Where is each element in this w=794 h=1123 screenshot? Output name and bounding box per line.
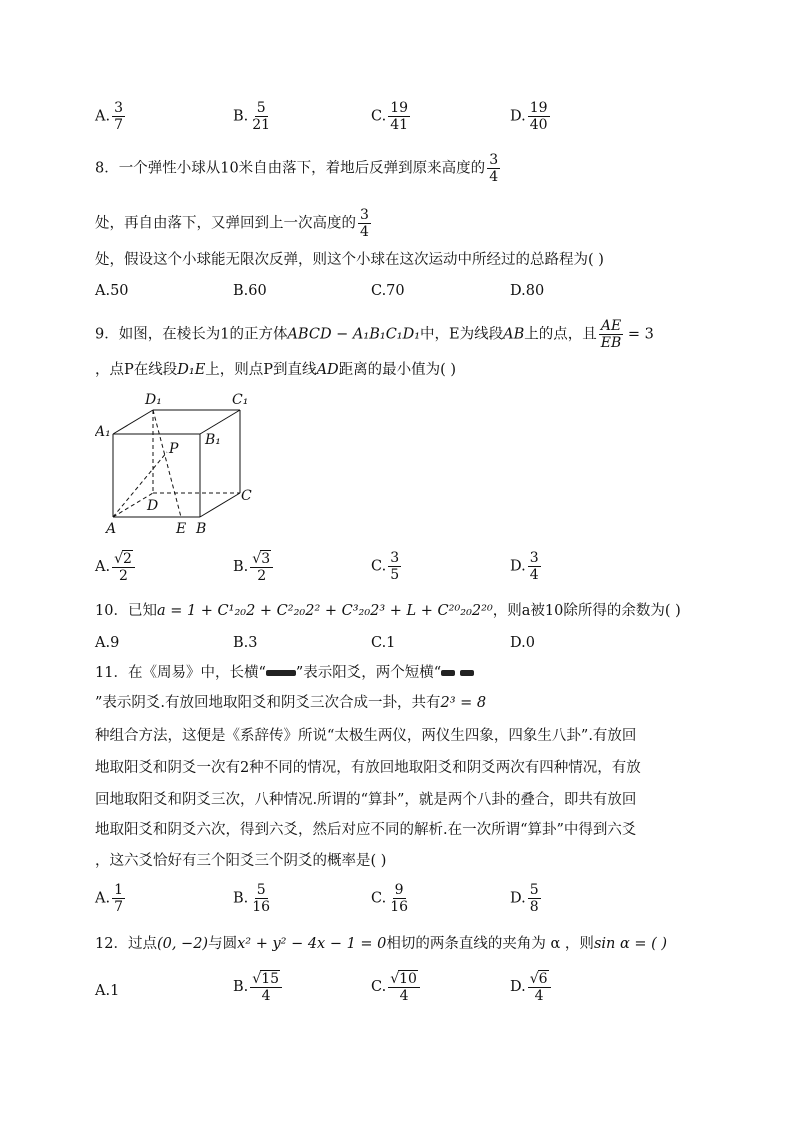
fraction (528, 882, 541, 915)
q11-option-c (371, 882, 410, 915)
option-letter: D. (510, 979, 526, 995)
option-letter: B. (233, 890, 249, 907)
label-b1: B₁ (205, 432, 221, 448)
label-a: A (106, 521, 117, 537)
denominator: 41 (390, 117, 409, 133)
option-letter: B. (233, 559, 249, 575)
q9-option-c (371, 550, 401, 583)
option-letter: A. (95, 559, 111, 575)
q7-option-d (510, 100, 550, 133)
fraction (388, 550, 401, 583)
q10-option-d: D.0 (510, 635, 535, 651)
q11-line-5: 回地取阳爻和阴爻三次，八种情况.所谓的“算卦”，就是两个八卦的叠合，即共有放回 (95, 792, 637, 808)
denominator: 8 (529, 899, 539, 915)
q9-line-1 (95, 318, 654, 351)
q8-option-b: B.60 (233, 283, 267, 299)
q12-line (95, 934, 667, 954)
q10-option-a: A.9 (95, 635, 120, 651)
denominator: 4 (261, 988, 271, 1004)
q11-text: 11．在《周易》中，长横“ (95, 665, 266, 681)
denominator: 21 (252, 117, 271, 133)
denominator: 7 (114, 117, 124, 133)
edge-b1c1 (200, 410, 240, 434)
fraction (528, 970, 551, 1004)
numerator: 3 (114, 100, 124, 116)
label-c: C (241, 488, 252, 504)
option-letter: A. (95, 108, 111, 125)
numerator: 9 (394, 882, 404, 898)
q7-option-a (95, 100, 125, 133)
q9-option-b (233, 550, 273, 584)
q11-line-1 (95, 663, 474, 683)
radicand: 15 (261, 971, 280, 987)
q10-expression: a = 1 + C¹₂₀2 + C²₂₀2² + C³₂₀2³ + L + C²⁰₂₀2²⁰ (156, 603, 493, 619)
numerator: 19 (390, 100, 409, 116)
sqrt-icon: √ (529, 971, 539, 987)
q12-text: 与圆 (208, 936, 238, 952)
q8-line-2 (95, 207, 371, 240)
q12-option-a: A.1 (95, 983, 120, 999)
label-d: D (147, 498, 159, 514)
sqrt-icon: √ (390, 971, 400, 987)
q12-option-d (510, 970, 551, 1004)
numerator (250, 550, 273, 568)
numerator: 3 (529, 550, 539, 566)
q12-option-b (233, 970, 282, 1004)
option-letter: C. (371, 890, 387, 907)
q11-count-expression: 2³ = 8 (440, 695, 487, 711)
label-e: E (176, 521, 187, 537)
option-letter: C. (371, 979, 387, 995)
q8-option-a: A.50 (95, 283, 129, 299)
q11-text: ”表示阴爻.有放回地取阳爻和阴爻三次合成一卦，共有 (95, 695, 441, 711)
label-c1: C₁ (232, 392, 249, 408)
q8-option-c: C.70 (371, 283, 405, 299)
denominator: 2 (119, 568, 128, 584)
sqrt-icon: √ (252, 971, 262, 987)
option-letter: B. (233, 979, 249, 995)
q8-option-d: D.80 (510, 283, 545, 299)
numerator: 5 (256, 100, 266, 116)
segment-d1e: D₁E (177, 362, 206, 378)
fraction (112, 100, 125, 133)
q10-line (95, 601, 681, 621)
fraction (250, 882, 272, 915)
numerator: 3 (390, 550, 400, 566)
q12-circle-equation: x² + y² − 4x − 1 = 0 (237, 936, 387, 952)
q8-line-1 (95, 152, 500, 185)
fraction (487, 152, 500, 185)
option-letter: C. (371, 558, 387, 575)
numerator (388, 970, 420, 988)
q11-line-4: 地取阳爻和阴爻一次有2种不同的情况，有放回地取阳爻和阴爻两次有四种情况，有放 (95, 760, 641, 776)
q9-text: ，点P在线段 (95, 362, 178, 378)
q9-text: 距离的最小值为( ) (338, 362, 457, 378)
numerator: 5 (256, 882, 266, 898)
denominator: 4 (534, 988, 544, 1004)
label-d1: D₁ (145, 392, 162, 408)
option-letter: B. (233, 108, 249, 125)
fraction (250, 970, 282, 1004)
q9-option-a (95, 550, 135, 584)
numerator: 19 (529, 100, 548, 116)
q8-text: 处，再自由落下，又弹回到上一次高度的 (95, 215, 356, 232)
q9-line-2 (95, 360, 456, 380)
denominator: 40 (529, 117, 548, 133)
q12-option-c (371, 970, 420, 1004)
sqrt-icon: √ (252, 551, 262, 567)
numerator: 5 (529, 882, 539, 898)
label-b: B (196, 521, 207, 537)
numerator (112, 550, 135, 568)
numerator (250, 970, 282, 988)
q12-text: 12．过点 (95, 936, 157, 952)
fraction (388, 100, 410, 133)
q10-option-c: C.1 (371, 635, 396, 651)
q10-option-b: B.3 (233, 635, 258, 651)
fraction (358, 207, 371, 240)
q9-option-d (510, 550, 541, 583)
q10-text: 10．已知 (95, 603, 157, 619)
edge-bc (200, 493, 240, 517)
label-p: P (169, 441, 179, 457)
fraction (388, 970, 420, 1004)
q9-text: 9．如图，在棱长为1的正方体 (95, 326, 288, 343)
sqrt-icon: √ (114, 551, 124, 567)
fraction (388, 882, 410, 915)
radicand: 2 (123, 551, 132, 567)
denominator: 16 (252, 899, 271, 915)
numerator (528, 970, 551, 988)
denominator: 4 (360, 224, 369, 240)
denominator: 5 (390, 567, 400, 583)
q12-text: 相切的两条直线的夹角为 α ，则 (386, 936, 594, 952)
fraction (250, 550, 273, 584)
option-letter: C. (371, 108, 387, 125)
q9-text: 上，则点P到直线 (205, 362, 317, 378)
fraction (250, 100, 272, 133)
option-letter: D. (510, 558, 526, 575)
q11-line-6: 地取阳爻和阴爻六次，得到六爻，然后对应不同的解析.在一次所谓“算卦”中得到六爻 (95, 822, 637, 838)
yang-line-icon (266, 670, 296, 676)
cube-figure (95, 390, 265, 540)
radicand: 10 (399, 971, 417, 987)
q11-line-7: ，这六爻恰好有三个阳爻三个阴爻的概率是( ) (95, 853, 387, 869)
q11-option-a (95, 882, 125, 915)
denominator: 4 (399, 988, 409, 1004)
denominator: 4 (529, 567, 539, 583)
edge-a1d1 (113, 410, 153, 434)
segment-ad: AD (316, 362, 339, 378)
radicand: 6 (538, 971, 548, 987)
q7-option-b (233, 100, 272, 133)
denominator: 4 (489, 169, 499, 185)
option-letter: D. (510, 108, 526, 125)
q8-text: 8．一个弹性小球从10米自由落下，着地后反弹到原来高度的 (95, 160, 486, 177)
q12-ask: sin α = ( ) (593, 936, 668, 952)
numerator: 3 (489, 152, 499, 168)
q9-text: 上的点，且 (524, 326, 597, 343)
denominator: 16 (390, 899, 409, 915)
fraction (528, 100, 550, 133)
fraction (112, 882, 125, 915)
label-a1: A₁ (95, 424, 111, 440)
q10-text: ，则a被10除所得的余数为( ) (492, 603, 681, 619)
q11-text: ”表示阳爻，两个短横“ (295, 665, 442, 681)
denominator: 2 (257, 568, 267, 584)
q11-option-b (233, 882, 272, 915)
numerator: 1 (114, 882, 124, 898)
option-letter: A. (95, 890, 111, 907)
cube-name: ABCD − A₁B₁C₁D₁ (287, 326, 421, 343)
ratio-value: = 3 (627, 326, 654, 343)
fraction (112, 550, 135, 584)
q7-option-c (371, 100, 410, 133)
q12-point: (0, −2) (156, 936, 209, 952)
q11-line-2 (95, 693, 486, 713)
q8-line-3: 处，假设这个小球能无限次反弹，则这个小球在这次运动中所经过的总路程为( ) (95, 252, 604, 268)
ratio-fraction (599, 318, 624, 351)
q9-text: 中，E为线段 (420, 326, 504, 343)
numerator: 3 (360, 207, 369, 223)
q11-line-3: 种组合方法，这便是《系辞传》所说“太极生两仪，两仪生四象，四象生八卦”.有放回 (95, 728, 637, 744)
radicand: 3 (261, 551, 271, 567)
q11-option-d (510, 882, 541, 915)
denominator: 7 (114, 899, 124, 915)
yin-line-right-icon (460, 670, 474, 676)
numerator: AE (600, 318, 622, 334)
denominator: EB (600, 335, 622, 351)
segment-ap (113, 452, 167, 517)
segment-ab: AB (503, 326, 525, 343)
fraction (528, 550, 541, 583)
yin-line-left-icon (441, 670, 455, 676)
option-letter: D. (510, 890, 526, 907)
